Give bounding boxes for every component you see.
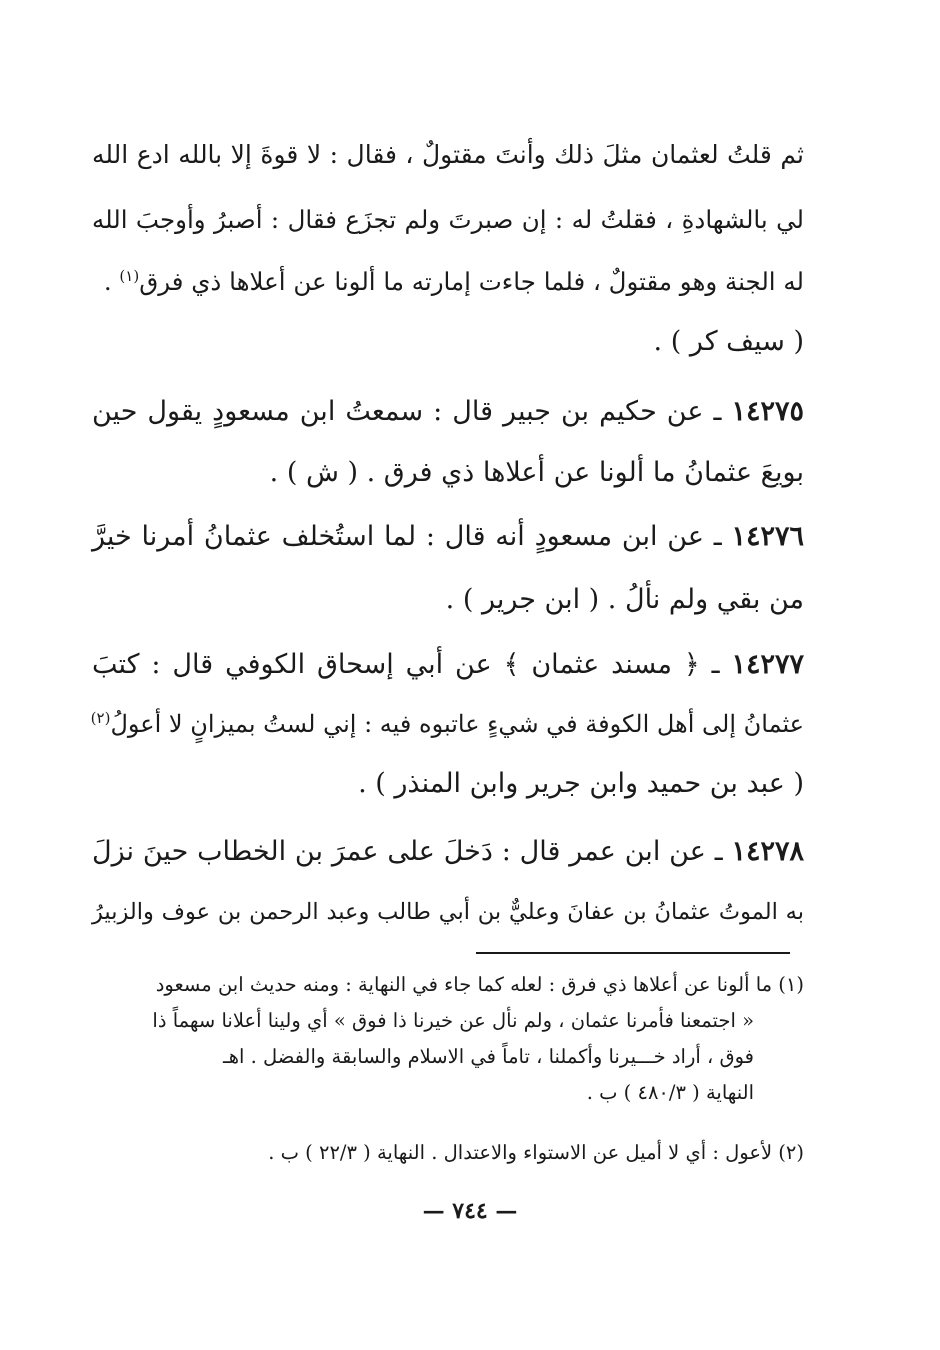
hadith-14275-line-2: بويعَ عثمانُ ما ألونا عن أعلاها ذي فرق . ( ش ) . [269,457,804,488]
footnote-1-line-3: فوق ، أراد خـــيرنا وأكملنا ، تاماً في الاسلام والسابقة والفضل . اهـ [222,1045,754,1068]
footnote-ref-2: (٢) [90,709,111,727]
text-line-2: لي بالشهادةِ ، فقلتُ له : إن صبرتَ ولم تجزَع فقال : أصبرُ وأوجبَ الله [92,205,804,234]
hadith-number: ١٤٢٧٥ [731,396,804,427]
hadith-14277-line-3: ( عبد بن حميد وابن جرير وابن المنذر ) . [358,768,804,799]
page-number: — ٧٤٤ — [422,1198,518,1224]
footnote-1-line-2: « اجتمعنا فأمرنا عثمان ، ولم نأل عن خيرنا ذا فوق » أي ولينا أعلانا سهماً ذا [152,1009,754,1032]
hadith-14276-line-2: من بقي ولم نألُ . ( ابن جرير ) . [445,584,804,615]
hadith-number: ١٤٢٧٦ [731,521,804,552]
footnote-ref-1: (١) [119,266,140,285]
footnote-1-line-4: النهاية ( ٤٨٠/٣ ) ب . [586,1081,754,1104]
footnote-2: (٢) لأعول : أي لا أميل عن الاستواء والاعتدال . النهاية ( ٢٢/٣ ) ب . [268,1141,804,1164]
hadith-number: ١٤٢٧٧ [731,649,804,680]
footnote-separator [476,952,790,954]
footnote-1-line-1: (١) ما ألونا عن أعلاها ذي فرق : لعله كما جاء في النهاية : ومنه حديث ابن مسعود [155,973,804,996]
text-line-1: ثم قلتُ لعثمان مثلَ ذلك وأنتَ مقتولٌ ، فقال : لا قوةَ إلا بالله ادع الله [92,140,804,169]
hadith-14277-line-1: ١٤٢٧٧ ـ ﴿ مسند عثمان ﴾ عن أبي إسحاق الكوفي قال : كتبَ [92,649,804,680]
hadith-14278-line-2: به الموتُ عثمانُ بن عفانَ وعليٌّ بن أبي طالب وعبد الرحمن بن عوف والزبيرُ [92,899,804,925]
text-line-3: له الجنة وهو مقتولٌ ، فلما جاءت إمارته ما ألونا عن أعلاها ذي فرق$^{(١)}$ . [103,266,804,296]
hadith-14275-line-1: ١٤٢٧٥ ـ عن حكيم بن جبير قال : سمعتُ ابن مسعودٍ يقول حين [92,396,804,427]
hadith-14276-line-1: ١٤٢٧٦ ـ عن ابن مسعودٍ أنه قال : لما استُخلف عثمانُ أمرنا خيرَّ [92,521,804,552]
hadith-14278-line-1: ١٤٢٧٨ ـ عن ابن عمر قال : دَخلَ على عمرَ بن الخطاب حينَ نزلَ [92,836,804,867]
hadith-14277-line-2: عثمانُ إلى أهل الكوفة في شيءٍ عاتبوه فيه : إني لستُ بميزانٍ لا أعولُ$^{(٢)}$ [90,709,804,738]
source-citation: ( سيف كر ) . [653,326,804,357]
hadith-number: ١٤٢٧٨ [731,836,804,867]
